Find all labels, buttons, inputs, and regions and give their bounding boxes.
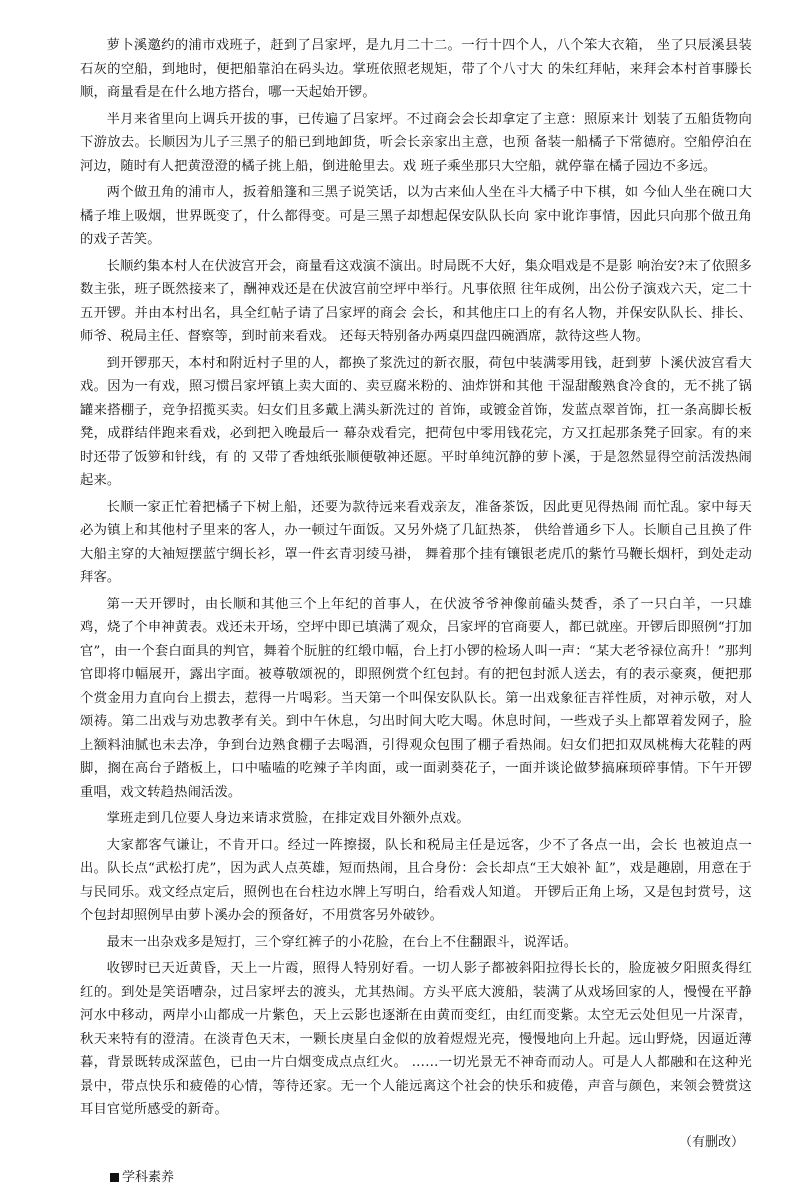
paragraph-4: 长顺约集本村人在伏波宫开会，商量看这戏演不演出。时局既不大好，集众唱戏是不是影 响治安?末了依照多数主张，班子既然接来了，酬神戏还是在伏波宫前空坪中举行。凡事依照 往年成例，出公份子演戏六天，定二十五开锣。并由本村出名，具全红帖子请了吕家坪的商会 会长，和其他庄口上的有名人物，并保安队队长、排长、师爷、税局主任、督察等，到时前来看戏。 还每天特别备办两桌四盘四碗酒席，款待这些人物。 (80, 258, 752, 344)
paragraph-1: 萝卜溪邀约的浦市戏班子，赶到了吕家坪，是九月二十二。一行十四个人，八个笨大衣箱， 坐了只辰溪县装石灰的空船，到地时，便把船靠泊在码头边。掌班依照老规矩，带了个八寸大 的朱红拜帖，来拜会本村首事滕长顺，商量看是在什么地方搭台，哪一天起始开锣。 (80, 38, 752, 100)
paragraph-10: 最末一出杂戏多是短打，三个穿红裤子的小花脸，在台上不住翻跟斗，说浑话。 (106, 934, 578, 950)
paragraph-2: 半月来省里向上调兵开拔的事，已传遍了吕家坪。不过商会会长却拿定了主意：照原来计 划装了五船货物向下游放去。长顺因为儿子三黑子的船已到地卸货，听会长亲家出主意，也预 备装一船橘子下常德府。空船停泊在河边，随时有人把黄澄澄的橘子挑上船，倒进舱里去。戏 班子乘坐那只大空船，就停靠在橘子园边不多远。 (80, 111, 752, 174)
paragraph-11: 收锣时已天近黄昏，天上一片霞，照得人特别好看。一切人影子都被斜阳拉得长长的，脸庞被夕阳照炙得红红的。到处是笑语嘈杂，过吕家坪去的渡头，尤其热闹。方头平底大渡船，装满了从戏场回家的人，慢慢在平静河水中移动，两岸小山都成一片紫色，天上云影也逐渐在由黄而变红，由红而变紫。太空无云处但见一片深青，秋天来特有的澄清。在淡青色天末，一颗长庚星白金似的放着煜煜光亮，慢慢地向上升起。远山野烧，因逼近薄暮，背景既转成深蓝色，已由一片白烟变成点点红火。 ……一切光景无不神奇而动人。可是人人都融和在这种光景中，带点快乐和疲倦的心情，等待还家。无一个人能远离这个社会的快乐和疲倦，声音与颜色，来领会赞赏这耳目官觉所感受的新奇。 (80, 961, 752, 1117)
paragraph-5: 到开锣那天，本村和附近村子里的人，都换了浆洗过的新衣服，荷包中装满零用钱，赶到萝 卜溪伏波宫看大戏。因为一有戏，照习惯吕家坪镇上卖大面的、卖豆腐米粉的、油炸饼和其他 干湿甜酸熟食冷食的，无不挑了锅罐来搭棚子，竞争招揽买卖。妇女们且多戴上满头新洗过的 首饰，或镀金首饰，发蓝点翠首饰，扛一条高脚长板凳，成群结伴跑来看戏，必到把入晚最后一 幕杂戏看完，把荷包中零用钱花完，方又扛起那条凳子回家。有的来时还带了饭箩和针线，有 的 又带了香烛纸张顺便敬神还愿。平时单纯沉静的萝卜溪，于是忽然显得空前活泼热闹起来。 (80, 355, 752, 488)
paragraph-6: 长顺一家正忙着把橘子下树上船，还要为款待远来看戏亲友，准备茶饭，因此更见得热闹 而忙乱。家中每天必为镇上和其他村子里来的客人，办一顿过午面饭。又另外烧了几缸热茶， 供给普通乡下人。长顺自己且换了件大船主穿的大袖短摆蓝宁绸长衫，罩一件玄青羽绫马褂， 舞着那个挂有镶银老虎爪的紫竹马鞭长烟杆，到处走动拜客。 (80, 499, 752, 585)
paragraph-3: 两个做丑角的浦市人，扳着船篷和三黑子说笑话，以为古来仙人坐在斗大橘子中下棋，如 今仙人坐在碗口大橘子堆上吸烟，世界既变了，什么都得变。可是三黑子却想起保安队队长向 家中讹诈事情，因此只向那个做丑角的戏子苦笑。 (80, 185, 752, 247)
square-bullet-icon (110, 1173, 119, 1182)
section-heading (110, 1168, 752, 1188)
paragraph-9: 大家都客气谦让，不肯开口。经过一阵擦掇，队长和税局主任是远客，少不了各点一出，会长 也被迫点一出。队长点“武松打虎”，因为武人点英雄，短而热闹，且合身份：会长却点“王大娘补 缸”，戏是趣剧，用意在于与民同乐。戏文经点定后，照例也在台柱边水牌上写明白，给看戏人知道。 开锣后正角上场，又是包封赏号，这个包封却照例早由萝卜溪办会的预备好，不用赏客另外破钞。 (80, 837, 752, 923)
article-body (80, 34, 752, 1122)
section-heading-label: 学科素养 (122, 1169, 175, 1185)
source-note: （有删改） (678, 1134, 744, 1150)
paragraph-8: 掌班走到几位要人身边来请求赏脸，在排定戏目外额外点戏。 (106, 811, 470, 826)
paragraph-7: 第一天开锣时，由长顺和其他三个上年纪的首事人，在伏波爷爷神像前磕头焚香，杀了一只白羊，一只雄鸡，烧了个申神黄表。戏还未开场，空坪中即已填满了观众，吕家坪的官商要人，都已就座。开锣后即照例“打加官”，由一个套白面具的判官，舞着个朊脏的红缎巾幅，台上打小锣的检场人叫一声：“某大老爷禄位高升！”那判官即将巾幅展开，露出字面。被尊敬颂祝的，即照例赏个红包封。有的把包封派人送去，有的表示豪爽，便把那个赏金用力直向台上掼去，惹得一片喝彩。当天第一个叫保安队队长。第一出戏象征吉祥性质，对神示敬，对人颂祷。第二出戏与劝忠教孝有关。到中午休息，匀出时间大吃大喝。休息时间，一些戏子头上都罩着发网子，脸上额料油腻也未去净，争到台边熟食棚子去喝酒，引得观众包围了棚子看热闹。妇女们把扣双凤桃梅大花鞋的两脚，搁在高台子踏板上，口中嗑嗑的吃辣子羊肉面，或一面剥葵花子，一面并谈论做梦搞麻顼碎事情。下午开锣重唱，戏文转趋热闹活泼。 (80, 596, 752, 800)
